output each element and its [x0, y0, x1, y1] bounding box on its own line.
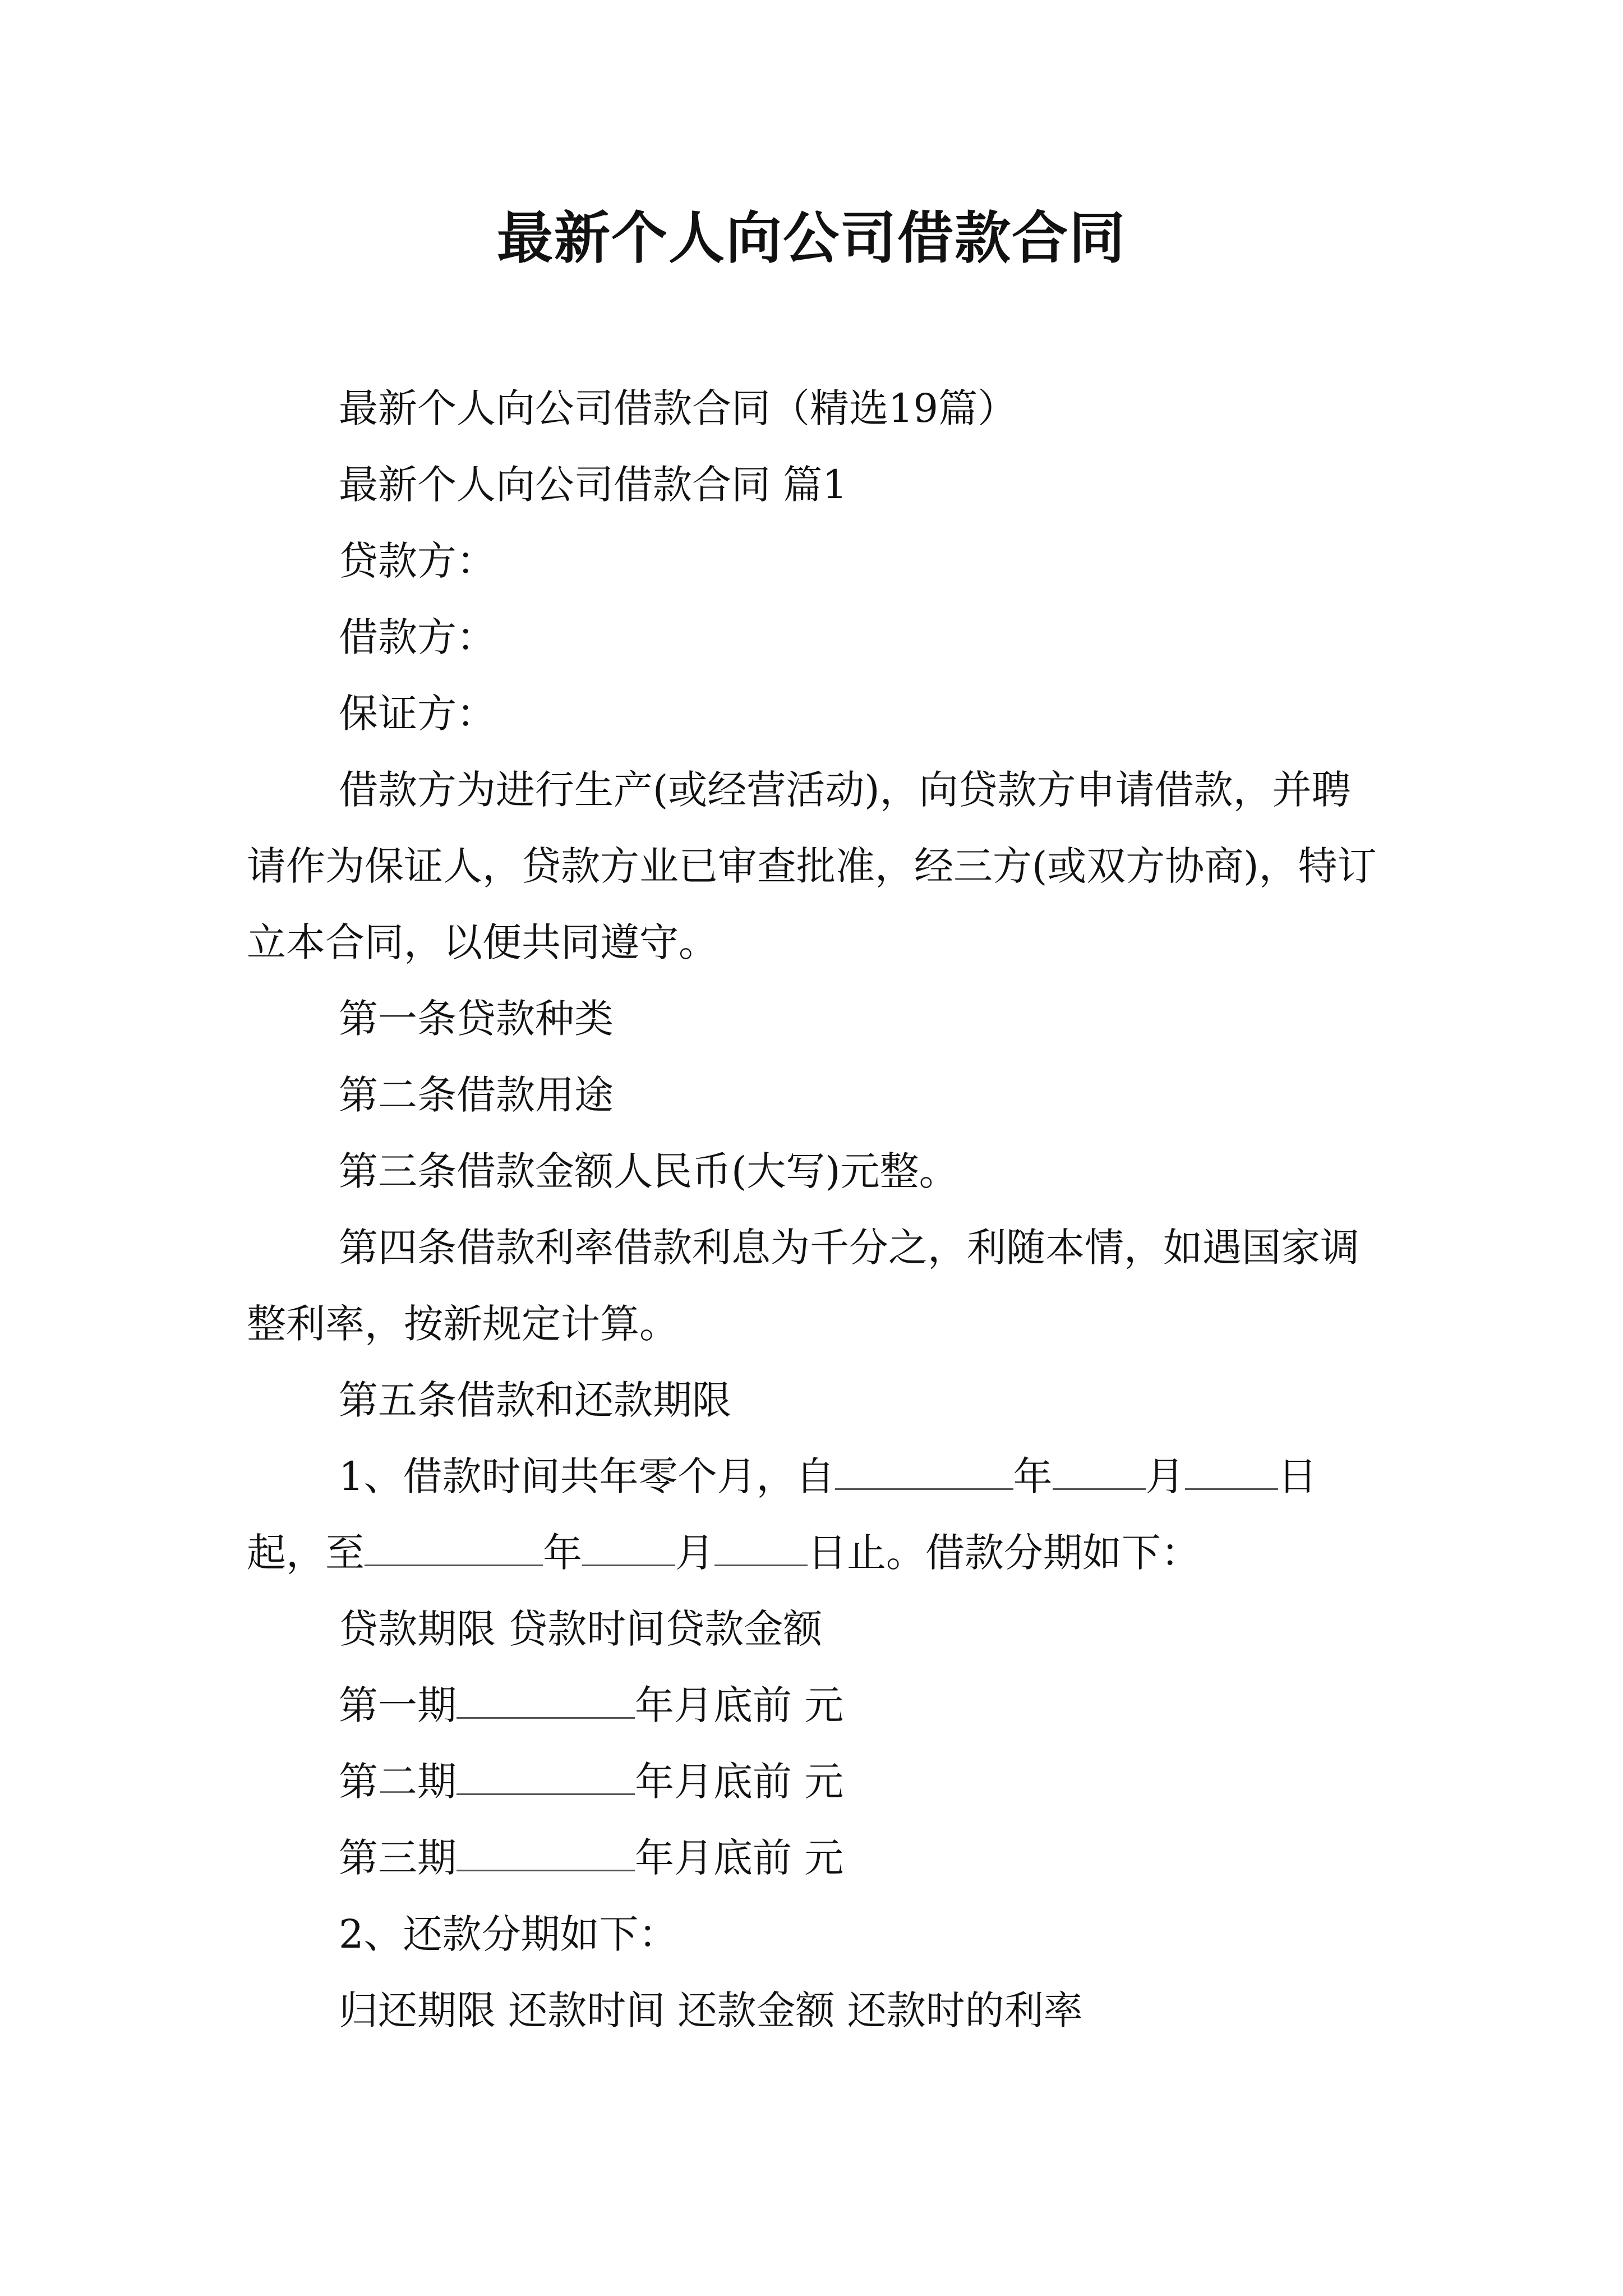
installment-1-blank — [457, 1680, 635, 1719]
loan-period-text-d: 日起，至 — [247, 1453, 1317, 1576]
paragraph-repayment-heading: 2、还款分期如下： — [339, 1911, 678, 1957]
paragraph-section-heading: 最新个人向公司借款合同 篇1 — [339, 462, 847, 508]
paragraph-installment-3 — [247, 1820, 1380, 1896]
installment-3-text: 年月底前 元 — [635, 1835, 844, 1881]
loan-period-text-e: 年 — [543, 1530, 582, 1576]
paragraph-repayment-table-header: 归还期限 还款时间 还款金额 还款时的利率 — [339, 1987, 1083, 2033]
paragraph-borrower: 借款方： — [339, 614, 496, 660]
start-year-blank — [835, 1451, 1013, 1490]
paragraph-article-2: 第二条借款用途 — [339, 1072, 614, 1118]
paragraph-lender: 贷款方： — [339, 538, 496, 584]
paragraph-article-3: 第三条借款金额人民币(大写)元整。 — [339, 1148, 958, 1194]
installment-2-text: 年月底前 元 — [635, 1759, 844, 1805]
end-day-blank — [714, 1527, 808, 1566]
loan-period-text-f: 月 — [675, 1530, 714, 1576]
paragraph-loan-period — [247, 1438, 1380, 1591]
end-year-blank — [365, 1527, 543, 1566]
end-month-blank — [582, 1527, 675, 1566]
document-body — [247, 370, 1380, 2049]
start-month-blank — [1053, 1451, 1146, 1490]
paragraph-preamble: 借款方为进行生产(或经营活动)，向贷款方申请借款，并聘请作为保证人，贷款方业已审查批准，经三方(或双方协商)，特订立本合同，以便共同遵守。 — [247, 767, 1377, 965]
document-title: 最新个人向公司借款合同 — [497, 205, 1126, 271]
paragraph-guarantor: 保证方： — [339, 691, 496, 737]
paragraph-subtitle: 最新个人向公司借款合同（精选19篇） — [339, 385, 1017, 431]
installment-1-label: 第一期 — [339, 1682, 457, 1728]
loan-period-text-b: 年 — [1013, 1453, 1053, 1499]
installment-2-label: 第二期 — [339, 1759, 457, 1805]
installment-3-label: 第三期 — [339, 1835, 457, 1881]
installment-3-blank — [457, 1833, 635, 1871]
loan-period-text-g: 日止。借款分期如下： — [808, 1530, 1200, 1576]
paragraph-article-4: 第四条借款利率借款利息为千分之，利随本情，如遇国家调整利率，按新规定计算。 — [247, 1225, 1359, 1347]
paragraph-article-5: 第五条借款和还款期限 — [339, 1377, 731, 1423]
loan-period-text-c: 月 — [1145, 1453, 1185, 1499]
paragraph-installment-2 — [247, 1743, 1380, 1820]
start-day-blank — [1185, 1451, 1278, 1490]
loan-period-text-a: 1、借款时间共年零个月，自 — [339, 1453, 835, 1499]
paragraph-article-1: 第一条贷款种类 — [339, 996, 614, 1042]
installment-2-blank — [457, 1756, 635, 1795]
paragraph-installment-1 — [247, 1667, 1380, 1743]
installment-1-text: 年月底前 元 — [635, 1682, 844, 1728]
paragraph-loan-table-header: 贷款期限 贷款时间贷款金额 — [339, 1606, 823, 1652]
